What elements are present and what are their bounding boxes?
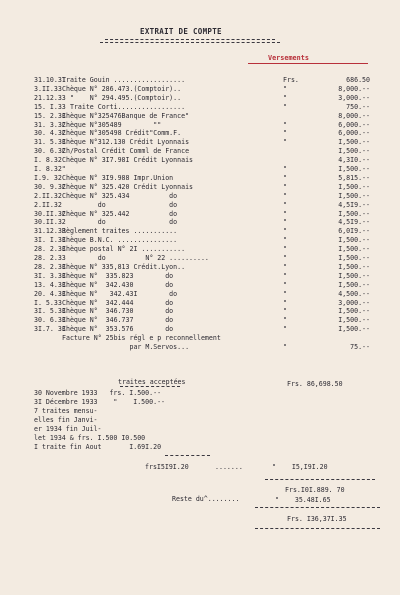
row-currency: ": [283, 245, 287, 254]
row-description: Chèque N° 353.576 do: [62, 325, 174, 334]
ledger-row: [0, 129, 400, 138]
row-description: Chèque N°305489 "": [62, 120, 162, 129]
versements-underline: [248, 63, 368, 64]
row-description: Chèque N° 325.442 do: [62, 209, 178, 218]
row-description: Chèque N° 342.444 do: [62, 298, 174, 307]
row-amount: 8,000.--: [338, 84, 370, 93]
row-currency: ": [283, 254, 287, 262]
ledger-row: [0, 192, 400, 201]
traites-line: er 1934 fin Juil-: [34, 425, 102, 433]
row-description: do N° 22 ..........: [62, 254, 209, 262]
row-amount: 4,5I9.--: [338, 218, 370, 227]
ledger-row: [0, 263, 400, 272]
row-currency: ": [283, 316, 287, 325]
reste-amount: " 35.48I.65: [275, 496, 331, 504]
row-currency: ": [283, 138, 287, 147]
title-underline: [105, 39, 275, 40]
row-description: do do: [62, 200, 178, 209]
row-currency: ": [283, 93, 287, 102]
row-description: Chèque N° 342.430 do: [62, 280, 174, 289]
row-description: do do: [62, 218, 178, 227]
final-total: Frs. I36,37I.35: [287, 515, 347, 523]
traites-line: 30 Novembre 1933 frs. I.500.--: [34, 389, 162, 397]
row-description: Chèque N° 335,813 Crédit.Lyon..: [62, 262, 186, 271]
row-currency: ": [283, 227, 287, 236]
ledger-row: [0, 138, 400, 147]
traites-line: I traite fin Aout I.69I.20: [34, 443, 162, 451]
traites-heading: traites acceptées: [118, 378, 186, 386]
row-description: Facture N° 25bis régl e p reconnellement: [62, 334, 221, 343]
row-currency: ": [283, 120, 287, 129]
traites-subtotal-right: " I5,I9I.20: [272, 463, 328, 471]
row-date: 21.12.33: [34, 93, 66, 102]
ledger-row: [0, 174, 400, 183]
final-rule: [255, 507, 380, 508]
row-date: 13. 4.33: [34, 280, 66, 289]
row-amount: 75.--: [350, 343, 370, 351]
row-date: I. 8.32: [34, 156, 62, 165]
row-currency: ": [283, 325, 287, 334]
row-date: 31.10.31: [34, 76, 66, 84]
ledger-row: [0, 307, 400, 316]
traites-subtotal-dots: .......: [215, 463, 243, 471]
row-date: 2.II.32: [34, 200, 62, 209]
grand-total: Frs.I0I.889. 70: [285, 486, 345, 494]
row-date: 28. 2.33: [34, 254, 66, 262]
row-date: I. 5.33: [34, 298, 62, 307]
row-amount: I,500.--: [338, 307, 370, 316]
row-date: 15. 2.33: [34, 111, 66, 120]
row-description: Traite Corti.................: [62, 102, 186, 111]
ledger-row: [0, 272, 400, 281]
row-amount: 750.--: [346, 102, 370, 111]
ledger-row: [0, 281, 400, 290]
row-description: Ch/Postal Crédit Comml de France: [62, 147, 190, 156]
row-amount: 8,000.--: [338, 111, 370, 120]
row-currency: ": [283, 307, 287, 316]
row-currency: ": [283, 271, 287, 280]
ledger-row: [0, 201, 400, 210]
row-amount: I,500.--: [338, 245, 370, 254]
ledger-row: [0, 156, 400, 165]
ledger-row: [0, 85, 400, 94]
ledger-row: [0, 325, 400, 334]
traites-line: 3I Décembre 1933 " I.500.--: [34, 398, 166, 406]
row-amount: I,500.--: [338, 254, 370, 262]
final-rule-2: [255, 528, 380, 529]
row-description: Chèque N° 3I9.988 Impr.Union: [62, 173, 174, 182]
ledger-row: [0, 94, 400, 103]
ledger-row: [0, 227, 400, 236]
traites-total-before: Frs. 86,698.50: [287, 380, 343, 388]
row-amount: I,500.--: [338, 147, 370, 156]
traites-line: 7 traites mensu-: [34, 407, 98, 415]
ledger-row: [0, 147, 400, 156]
row-description: Chèque postal N° 2I ...........: [62, 245, 186, 254]
row-amount: 6,0I9.--: [338, 227, 370, 236]
title-underline-2: [100, 42, 280, 43]
row-amount: I,500.--: [338, 182, 370, 191]
traites-line: let 1934 & frs. I.500 I0.500: [34, 434, 146, 442]
ledger-row: [0, 165, 400, 174]
row-currency: ": [283, 182, 287, 191]
row-date: 31.12.33: [34, 227, 66, 236]
row-currency: ": [283, 289, 287, 298]
row-date: I.9. 32: [34, 173, 62, 182]
ledger-row: [0, 334, 400, 343]
row-currency: ": [283, 165, 287, 173]
ledger-row: [0, 183, 400, 192]
row-currency: ": [283, 191, 287, 200]
row-description: Chèque N° 3I7.98I Crédit Lyonnais: [62, 156, 194, 165]
row-description: Traite Gouin ..................: [62, 76, 186, 84]
ledger-row: [0, 218, 400, 227]
row-amount: I,500.--: [338, 262, 370, 271]
row-description: Chèque N° 325.434 do: [62, 191, 178, 200]
row-amount: 4,3I0.--: [338, 156, 370, 165]
row-amount: 4,5I9.--: [338, 200, 370, 209]
row-description: Règlement traites ...........: [62, 227, 178, 236]
row-amount: 686.50: [346, 76, 370, 84]
row-date: 3I. 5.33: [34, 307, 66, 316]
row-description: Chèque B.N.C. ...............: [62, 236, 178, 245]
row-date: 20. 4.33: [34, 289, 66, 298]
ledger-row: [0, 245, 400, 254]
row-date: 30. 6.33: [34, 316, 66, 325]
ledger-row: [0, 316, 400, 325]
row-description: Chèque N°305498 Crédit"Comm.F.: [62, 129, 182, 138]
row-date: 28. 2.33: [34, 245, 66, 254]
row-description: Chèque N° 346.730 do: [62, 307, 174, 316]
row-currency: ": [283, 343, 287, 351]
row-date: 30.II.32: [34, 209, 66, 218]
column-label-versements: Versements: [268, 54, 309, 62]
row-description: Chèque N° 342.43I do: [62, 289, 178, 298]
row-currency: ": [283, 209, 287, 218]
row-description: Chèque N° 325.420 Crédit Lyonnais: [62, 182, 194, 191]
row-currency: Frs.: [283, 76, 299, 84]
ledger-row: [0, 210, 400, 219]
row-amount: I,500.--: [338, 209, 370, 218]
row-date: 3I. I.33: [34, 236, 66, 245]
traites-line: elles fin Janvi-: [34, 416, 98, 424]
row-date: 28. 2.33: [34, 262, 66, 271]
row-amount: I,500.--: [338, 165, 370, 173]
row-description: Chèque N°312.130 Crédit Lyonnais: [62, 138, 190, 147]
row-currency: ": [283, 236, 287, 245]
row-date: 3.II.33: [34, 84, 62, 93]
traites-subtotal: frsI5I9I.20: [145, 463, 189, 471]
traites-rule: [120, 386, 180, 387]
row-date: I. 8.32": [34, 165, 66, 173]
row-currency: ": [283, 173, 287, 182]
row-date: 2.II.32: [34, 191, 62, 200]
row-currency: ": [283, 280, 287, 289]
ledger-row: [0, 103, 400, 112]
row-date: 30.II.32: [34, 218, 66, 227]
row-currency: ": [283, 218, 287, 227]
row-date: 30. 4.32: [34, 129, 66, 138]
ledger-row: [0, 121, 400, 130]
row-date: 3I. 3.33: [34, 271, 66, 280]
reste-label: Reste du^........: [172, 495, 240, 503]
row-currency: ": [283, 298, 287, 307]
row-description: Chèque N° 335.823 do: [62, 271, 174, 280]
ledger-row: [0, 76, 400, 85]
grand-rule: [265, 479, 375, 480]
row-currency: ": [283, 200, 287, 209]
row-amount: 6,000.--: [338, 129, 370, 138]
ledger-row: [0, 299, 400, 308]
subtotal-rule: [165, 455, 210, 456]
row-amount: 3,000.--: [338, 93, 370, 102]
row-date: 31. 5.33: [34, 138, 66, 147]
row-description: " N° 294.495.(Comptoir)..: [62, 93, 182, 102]
row-amount: I,500.--: [338, 325, 370, 334]
row-date: 31. 3.32: [34, 120, 66, 129]
row-amount: I,500.--: [338, 191, 370, 200]
ledger-row: [0, 254, 400, 263]
ledger-row: [0, 290, 400, 299]
row-amount: I,500.--: [338, 236, 370, 245]
row-amount: 5,815.--: [338, 173, 370, 182]
document-title: EXTRAIT DE COMPTE: [140, 27, 222, 36]
row-currency: ": [283, 129, 287, 138]
row-date: 3I.7. 33: [34, 325, 66, 334]
row-description: Chèque N° 346.737 do: [62, 316, 174, 325]
row-amount: 4,500.--: [338, 289, 370, 298]
row-description: Chèque N° 286.473.(Comptoir)..: [62, 84, 182, 93]
row-amount: I,500.--: [338, 138, 370, 147]
row-amount: I,500.--: [338, 316, 370, 325]
ledger-row: [0, 236, 400, 245]
row-amount: 6,000.--: [338, 120, 370, 129]
row-amount: I,500.--: [338, 271, 370, 280]
row-description: par M.Servos...: [62, 343, 190, 351]
row-amount: I,500.--: [338, 280, 370, 289]
row-amount: 3,000.--: [338, 298, 370, 307]
row-date: 30. 9.32: [34, 182, 66, 191]
row-date: 30. 6.32: [34, 147, 66, 156]
row-currency: ": [283, 84, 287, 93]
row-currency: ": [283, 102, 287, 111]
row-description: Chèque N°325476Banque de France": [62, 111, 190, 120]
row-currency: ": [283, 262, 287, 271]
ledger-row: [0, 343, 400, 352]
row-date: 15. I.33: [34, 102, 66, 111]
ledger-row: [0, 112, 400, 121]
